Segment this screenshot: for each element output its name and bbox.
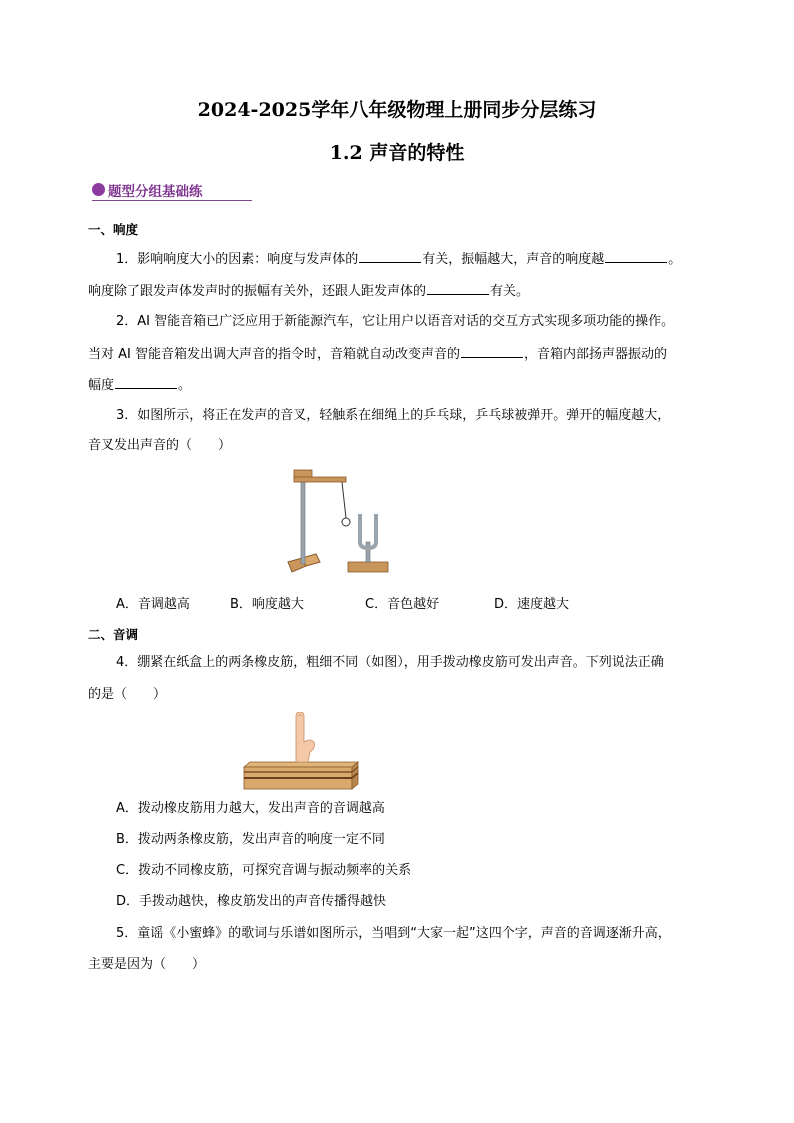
part1-heading: 一、响度 (88, 222, 139, 237)
q1-line2 (88, 282, 529, 300)
q3-line2: 音叉发出声音的（ ） (88, 438, 232, 453)
q1-text-e: 有关。 (490, 284, 530, 299)
q1-text-c: 。 (668, 252, 682, 267)
q5-line2: 主要是因为（ ） (88, 957, 206, 972)
q2-line1: 2．AI 智能音箱已广泛应用于新能源汽车，它让用户以语音对话的交互方式实现多项功能的操作。 (116, 314, 675, 329)
answer-blank (427, 282, 489, 295)
rubber-band-box-figure (240, 712, 362, 792)
answer-blank (605, 250, 667, 263)
q2-text-c: 幅度 (88, 378, 115, 393)
q4-line1: 4．绷紧在纸盒上的两条橡皮筋，粗细不同（如图），用手拨动橡皮筋可发出声音。下列说法正确 (116, 655, 664, 670)
q1-line1 (116, 250, 681, 268)
q2-text-a: 当对 AI 智能音箱发出调大声音的指令时，音箱就自动改变声音的 (88, 347, 460, 362)
page-subtitle: 1.2 声音的特性 (329, 142, 465, 164)
q1-text-b: 有关，振幅越大，声音的响度越 (422, 252, 605, 267)
q2-line2 (88, 345, 667, 363)
q3-option-b: B．响度越大 (230, 597, 304, 612)
section-tag (92, 180, 252, 201)
q4-line2: 的是（ ） (88, 687, 167, 702)
page-title: 2024-2025学年八年级物理上册同步分层练习 (197, 99, 597, 121)
section-tag-label: 题型分组基础练 (108, 184, 203, 200)
answer-blank (115, 376, 177, 389)
q2-text-b: ，音箱内部扬声器振动的 (524, 347, 668, 362)
q2-line3 (88, 376, 191, 394)
q4-option-a: A．拨动橡皮筋用力越大，发出声音的音调越高 (116, 801, 385, 816)
q5-line1: 5．童谣《小蜜蜂》的歌词与乐谱如图所示，当唱到“大家一起”这四个字，声音的音调逐渐升高， (116, 926, 671, 941)
q3-line1: 3．如图所示，将正在发声的音叉，轻触系在细绳上的乒乓球，乒乓球被弹开。弹开的幅度越大， (116, 408, 671, 423)
q4-option-c: C．拨动不同橡皮筋，可探究音调与振动频率的关系 (116, 863, 412, 878)
part2-heading: 二、音调 (88, 627, 139, 642)
q1-text-a: 1．影响响度大小的因素：响度与发声体的 (116, 252, 359, 267)
answer-blank (461, 345, 523, 358)
q3-option-d: D．速度越大 (494, 597, 570, 612)
q1-text-d: 响度除了跟发声体发声时的振幅有关外，还跟人距发声体的 (88, 284, 427, 299)
q3-option-a: A．音调越高 (116, 597, 190, 612)
q3-option-c: C．音色越好 (365, 597, 440, 612)
answer-blank (359, 250, 421, 263)
bullet-dot-icon (92, 183, 105, 196)
q4-option-b: B．拨动两条橡皮筋，发出声音的响度一定不同 (116, 832, 385, 847)
q2-text-d: 。 (178, 378, 192, 393)
q4-option-d: D．手拨动越快，橡皮筋发出的声音传播得越快 (116, 894, 387, 909)
tuning-fork-figure (280, 462, 400, 580)
